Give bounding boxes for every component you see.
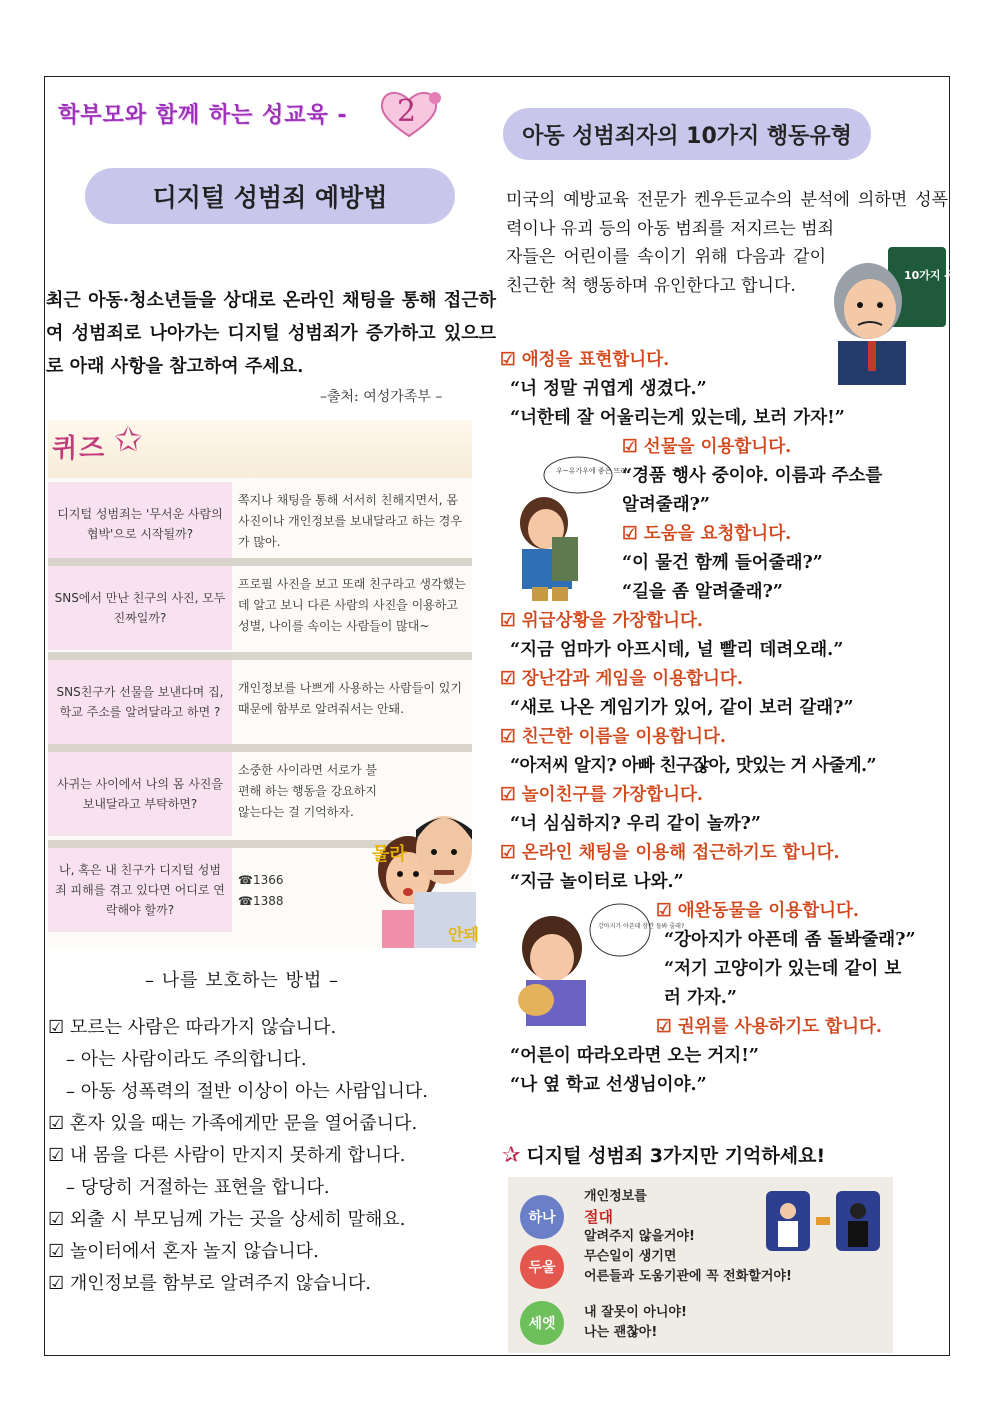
type-quote: “어른이 따라오라면 오는 거지!” xyxy=(510,1046,759,1066)
quiz-logo: 퀴즈 xyxy=(52,434,107,464)
divider xyxy=(48,558,472,566)
intro-source: –출처: 여성가족부 – xyxy=(320,389,443,405)
quiz-answer: 소중한 사이라면 서로가 불편해 하는 행동을 강요하지 않는다는 걸 기억하자. xyxy=(238,763,377,819)
quiz-question: SNS에서 만난 친구의 사진, 모두 진짜일까? xyxy=(48,566,232,650)
protect-item: – 당당히 거절하는 표현을 합니다. xyxy=(66,1177,330,1198)
quiz-question: 사귀는 사이에서 나의 몸 사진을 보내달라고 부탁하면? xyxy=(48,752,232,836)
remember-line: 어른들과 도움기관에 꼭 전화할거야! xyxy=(584,1269,792,1284)
type-title: ☑ 권위를 사용하기도 합니다. xyxy=(656,1017,883,1037)
type-title: ☑ 애정을 표현합니다. xyxy=(500,350,670,370)
quiz-question: 디지털 성범죄는 '무서운 사람의 협박'으로 시작될까? xyxy=(48,482,232,566)
type-quote: “강아지가 아픈데 좀 돌봐줄래?” xyxy=(664,930,916,950)
kid2-bubble: 강아지가 아픈데 잠깐 돌봐 줄래? xyxy=(598,923,685,930)
remember-item xyxy=(520,1187,695,1247)
left-section-title: 디지털 성범죄 예방법 xyxy=(85,168,455,224)
quiz-infographic xyxy=(48,420,479,948)
protect-item: ☑ 모르는 사람은 따라가지 않습니다. xyxy=(48,1017,337,1038)
protect-item: ☑ 내 몸을 다른 사람이 만지지 못하게 합니다. xyxy=(48,1145,406,1166)
type-quote: 러 가자.” xyxy=(664,988,737,1008)
quiz-row xyxy=(48,660,472,744)
remember-heading xyxy=(502,1141,825,1168)
behavior-type-1 xyxy=(500,346,845,433)
right-intro-paragraph-cont: 자들은 어린이를 속이기 위해 다음과 같이 친근한 척 행동하며 유인한다고 합니다. xyxy=(506,247,826,296)
protect-item: – 아는 사람이라도 주의합니다. xyxy=(66,1049,307,1070)
remember-text xyxy=(584,1303,687,1343)
board-text: 10가지 유형 xyxy=(904,269,966,282)
type-title: ☑ 도움을 요청합니다. xyxy=(622,524,792,544)
quiz-answer: 쪽지나 채팅을 통해 서서히 친해지면서, 몸 사진이나 개인정보를 보내달라고 하는 경우가 많아. xyxy=(238,493,462,549)
type-quote: “이 물건 함께 들어줄래?” xyxy=(622,553,823,573)
type-title: ☑ 장난감과 게임을 이용합니다. xyxy=(500,669,743,689)
behavior-type-4 xyxy=(500,607,843,665)
behavior-type-9 xyxy=(656,897,948,1013)
protect-item: ☑ 혼자 있을 때는 가족에게만 문을 열어줍니다. xyxy=(48,1113,418,1134)
infographic-header xyxy=(48,420,472,478)
behavior-type-10 xyxy=(656,1013,882,1042)
type-quote: 알려줄래?” xyxy=(622,495,710,515)
type-quote: “너한테 잘 어울리는게 있는데, 보러 가자!” xyxy=(510,408,845,428)
type-title: ☑ 애완동물을 이용합니다. xyxy=(656,901,860,921)
remember-line: 나는 괜찮아! xyxy=(584,1325,658,1340)
behavior-type-8 xyxy=(500,839,840,897)
type-title: ☑ 선물을 이용합니다. xyxy=(622,437,792,457)
protect-item: ☑ 놀이터에서 혼자 놀지 않습니다. xyxy=(48,1241,319,1262)
type-quote: “너 심심하지? 우리 같이 놀까?” xyxy=(510,814,761,834)
remember-line: 개인정보를 xyxy=(584,1189,647,1204)
right-intro-paragraph: 미국의 예방교육 전문가 켄우든교수의 분석에 의하면 성폭력이나 유괴 등의 아동 범죄를 저지르는 범죄 xyxy=(506,190,948,239)
remember-line: 내 잘못이 아니야! xyxy=(584,1305,687,1320)
series-title: 학부모와 함께 하는 성교육 - xyxy=(58,103,348,128)
type-title: ☑ 친근한 이름을 이용합니다. xyxy=(500,727,727,747)
badge-one: 하나 xyxy=(520,1195,564,1239)
star-icon: ✩ xyxy=(114,420,143,460)
protect-item: ☑ 개인정보를 함부로 알려주지 않습니다. xyxy=(48,1273,371,1294)
type-quote: “지금 엄마가 아프시데, 널 빨리 데려오래.” xyxy=(510,640,844,660)
remember-text xyxy=(584,1187,695,1247)
type-title: ☑ 위급상황을 가장합니다. xyxy=(500,611,704,631)
quiz-row xyxy=(48,482,472,566)
remember-item xyxy=(520,1301,687,1345)
protect-list xyxy=(48,1012,498,1300)
behavior-type-2 xyxy=(622,433,948,520)
quiz-question: SNS친구가 선물을 보낸다며 집,학교 주소를 알려달라고 하면 ? xyxy=(48,660,232,744)
protect-item: ☑ 외출 시 부모님께 가는 곳을 상세히 말해요. xyxy=(48,1209,406,1230)
right-section-title: 아동 성범죄자의 10가지 행동유형 xyxy=(503,108,871,160)
remember-infographic xyxy=(508,1177,893,1353)
type-title: ☑ 온라인 채팅을 이용해 접근하기도 합니다. xyxy=(500,843,840,863)
type-quote: “경품 행사 중이야. 이름과 주소를 xyxy=(622,466,883,486)
kid-with-puppy-image xyxy=(502,900,685,1030)
series-number: 2 xyxy=(397,94,417,129)
protect-item: – 아동 성폭력의 절반 이상이 아는 사람입니다. xyxy=(66,1081,429,1102)
quiz-answer: 개인정보를 나쁘게 사용하는 사람들이 있기 때문에 함부로 알려줘서는 안돼. xyxy=(238,681,462,716)
badge-two: 두울 xyxy=(520,1245,564,1289)
boy-caption: 안돼 xyxy=(448,925,479,944)
remember-item xyxy=(520,1245,792,1289)
quiz-question: 나, 혹은 내 친구가 디지털 성범죄 피해를 겪고 있다면 어디로 연락해야 할까? xyxy=(48,848,232,932)
type-quote: “길을 좀 알려줄래?” xyxy=(622,582,783,602)
divider xyxy=(48,652,472,660)
type-quote: “아저씨 알지? 아빠 친구잖아, 맛있는 거 사줄게.” xyxy=(510,756,877,776)
behavior-type-3 xyxy=(622,520,948,607)
type-quote: “너 정말 귀엽게 생겼다.” xyxy=(510,379,707,399)
type-quote: “나 옆 학교 선생님이야.” xyxy=(510,1075,707,1095)
quiz-answer: 프로필 사진을 보고 또래 친구라고 생각했는데 알고 보니 다른 사람의 사진을 이용하고 성별, 나이를 속이는 사람들이 많대~ xyxy=(238,577,466,633)
star-icon: ✰ xyxy=(502,1143,521,1168)
behavior-type-5 xyxy=(500,665,854,723)
type-quote: “지금 놀이터로 나와.” xyxy=(510,872,684,892)
remember-title: 디지털 성범죄 3가지만 기억하세요! xyxy=(526,1145,826,1167)
type-quote: “저기 고양이가 있는데 같이 보 xyxy=(664,959,902,979)
quiz-answer: ☎1366 ☎1388 xyxy=(238,873,284,908)
type-quote: “새로 나온 게임기가 있어, 같이 보러 갈래?” xyxy=(510,698,854,718)
divider xyxy=(48,744,472,752)
kid1-bubble: 우~유가우에 좋은 뜨라 xyxy=(556,467,628,475)
behavior-type-7 xyxy=(500,781,761,839)
behavior-type-10-quotes xyxy=(500,1042,759,1100)
kid-carrying-boxes-image xyxy=(508,453,628,603)
protect-title: – 나를 보호하는 방법 – xyxy=(145,970,339,991)
type-title: ☑ 놀이친구를 가장합니다. xyxy=(500,785,704,805)
quiz-row xyxy=(48,566,472,650)
remember-line: 알려주지 않을거야! xyxy=(584,1229,695,1244)
badge-three: 세엣 xyxy=(520,1301,564,1345)
intro-text: 최근 아동·청소년들을 상대로 온라인 채팅을 통해 접근하여 성범죄로 나아가는 디지털 성범죄가 증가하고 있으므로 아래 사항을 참고하여 주세요. xyxy=(46,290,496,377)
remember-line: 무슨일이 생기면 xyxy=(584,1249,677,1264)
remember-strong: 절대 xyxy=(584,1208,613,1226)
boy-cartoon-image xyxy=(408,800,479,948)
behavior-type-6 xyxy=(500,723,876,781)
girl-caption: 몰라 xyxy=(372,844,407,865)
remember-text xyxy=(584,1247,792,1287)
heart-number-icon xyxy=(375,88,443,140)
